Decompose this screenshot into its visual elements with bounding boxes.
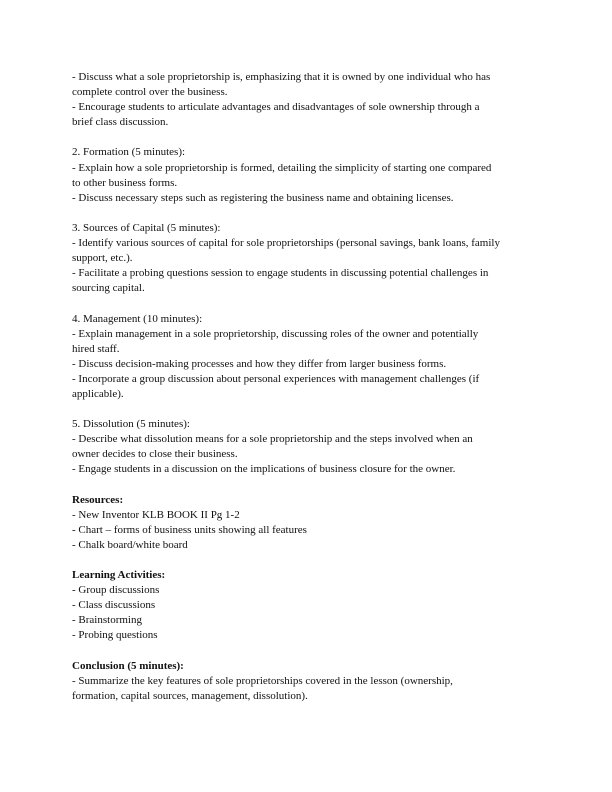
learning-activities-heading: Learning Activities: [72, 569, 166, 582]
text-line: - Brainstorming [72, 614, 142, 627]
document-page [72, 70, 542, 719]
text-line: - Engage students in a discussion on the implications of business closure for the owner. [72, 463, 456, 476]
text-line: - Probing questions [72, 629, 158, 642]
text-line: brief class discussion. [72, 116, 169, 129]
section-dissolution [72, 417, 542, 477]
conclusion-block [72, 659, 542, 704]
section-heading: 2. Formation (5 minutes): [72, 146, 186, 159]
resources-heading: Resources: [72, 493, 124, 506]
text-line: - Explain how a sole proprietorship is formed, detailing the simplicity of starting one compared [72, 161, 492, 174]
text-line: to other business forms. [72, 176, 178, 189]
text-line: - Discuss decision-making processes and how they differ from larger business forms. [72, 357, 447, 370]
text-line: - Describe what dissolution means for a sole proprietorship and the steps involved when an [72, 433, 473, 446]
text-line: - Facilitate a probing questions session to engage students in discussing potential challenges in [72, 267, 489, 280]
section-formation [72, 145, 542, 205]
text-line: complete control over the business. [72, 86, 228, 99]
section-management [72, 312, 542, 403]
text-line: - Identify various sources of capital for sole proprietorships (personal savings, bank loans, family [72, 237, 500, 250]
section-sources-of-capital [72, 221, 542, 296]
text-line: - Group discussions [72, 584, 160, 597]
text-line: applicable). [72, 387, 124, 400]
section-heading: 5. Dissolution (5 minutes): [72, 418, 190, 431]
text-line: - Class discussions [72, 599, 156, 612]
section-heading: 3. Sources of Capital (5 minutes): [72, 221, 221, 234]
text-line: - Explain management in a sole proprietorship, discussing roles of the owner and potentially [72, 327, 479, 340]
text-line: owner decides to close their business. [72, 448, 238, 461]
text-line: support, etc.). [72, 252, 133, 265]
learning-activities-block [72, 568, 542, 643]
text-line: - Chalk board/white board [72, 538, 188, 551]
intro-block [72, 70, 542, 130]
text-line: - Encourage students to articulate advantages and disadvantages of sole ownership through a [72, 101, 480, 114]
resources-block [72, 493, 542, 553]
text-line: - Discuss what a sole proprietorship is, emphasizing that it is owned by one individual who has [72, 71, 491, 83]
text-line: sourcing capital. [72, 282, 145, 295]
text-line: - New Inventor KLB BOOK II Pg 1-2 [72, 508, 240, 521]
text-line: formation, capital sources, management, dissolution). [72, 689, 308, 702]
section-heading: 4. Management (10 minutes): [72, 312, 203, 325]
text-line: - Summarize the key features of sole proprietorships covered in the lesson (ownership, [72, 674, 453, 687]
conclusion-heading: Conclusion (5 minutes): [72, 659, 184, 672]
text-line: hired staff. [72, 342, 120, 355]
text-line: - Incorporate a group discussion about personal experiences with management challenges (if [72, 372, 480, 385]
text-line: - Chart – forms of business units showing all features [72, 523, 307, 536]
text-line: - Discuss necessary steps such as registering the business name and obtaining licenses. [72, 191, 454, 204]
